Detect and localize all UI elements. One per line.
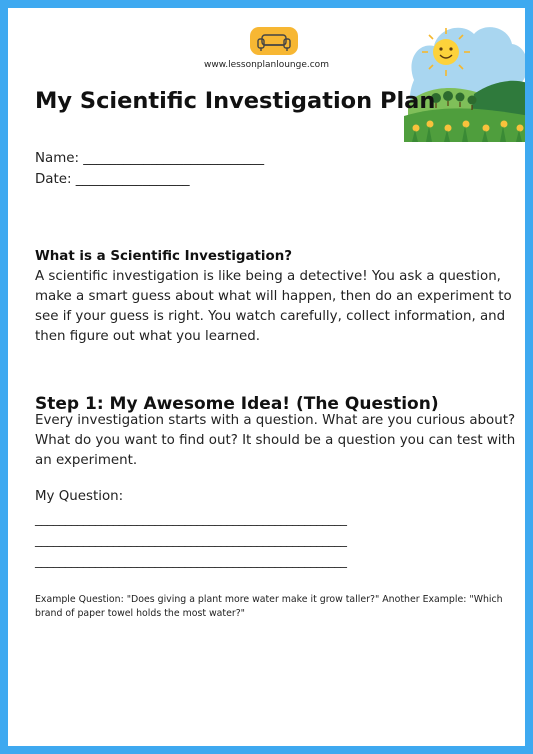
example-questions: Example Question: "Does giving a plant more water make it grow taller?" Another Example: "Which brand of paper towel holds the most water?" <box>35 594 503 619</box>
question-label: My Question: <box>35 489 124 504</box>
intro-heading: What is a Scientific Investigation? <box>35 249 293 264</box>
answer-line[interactable]: ____________________________________________________ <box>35 532 347 547</box>
intro-body: A scientific investigation is like being a detective! You ask a question, make a smart guess about what will happen, then do an experiment to see if your guess is right. You watch carefully, collect information, and then figure out what you learned. <box>35 269 512 344</box>
step1-body: Every investigation starts with a question. What are you curious about? What do you want to find out? It should be a question you can test with an experiment. <box>35 413 516 468</box>
name-field[interactable]: Name: ___________________________ <box>35 151 265 166</box>
worksheet-page <box>8 8 525 746</box>
answer-line[interactable]: ____________________________________________________ <box>35 511 347 526</box>
answer-line[interactable]: ____________________________________________________ <box>35 553 347 568</box>
step1-heading: Step 1: My Awesome Idea! (The Question) <box>35 394 439 414</box>
site-url: www.lessonplanlounge.com <box>204 60 329 70</box>
date-field[interactable]: Date: _________________ <box>35 172 190 187</box>
page-title: My Scientific Investigation Plan <box>35 88 436 114</box>
sofa-logo-icon <box>248 26 300 56</box>
sunny-garden-illustration-icon <box>404 20 525 142</box>
